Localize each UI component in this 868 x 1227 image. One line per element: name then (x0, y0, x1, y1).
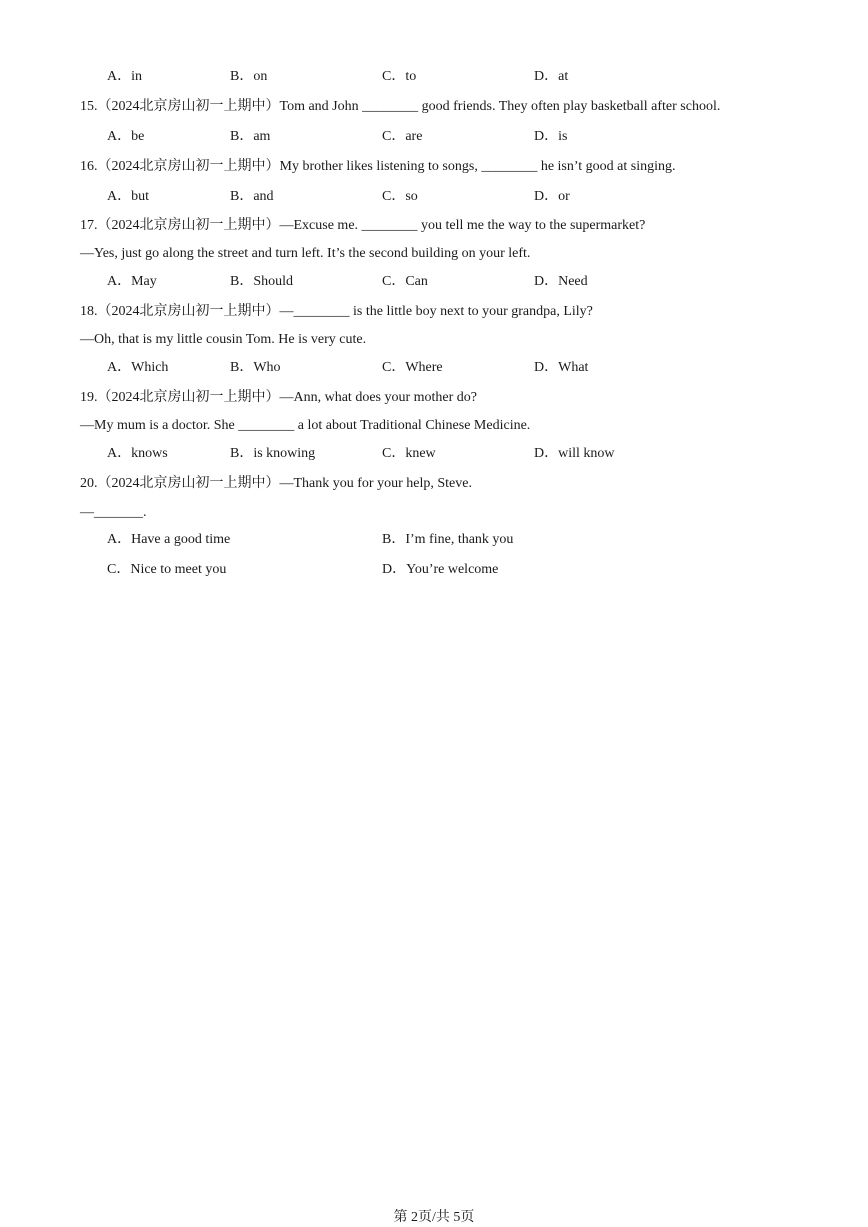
q15-option-c: C．are (382, 129, 423, 144)
q20-option-c: C．Nice to meet you (107, 562, 227, 577)
q15-option-b: B．am (230, 129, 271, 144)
q15-option-d: D．is (534, 129, 568, 144)
q14-option-b: B．on (230, 69, 268, 84)
q19-option-b: B．is knowing (230, 446, 316, 461)
q16-option-c: C．so (382, 189, 418, 204)
q14-option-a: A．in (107, 69, 142, 84)
question-19-reply: —My mum is a doctor. She ________ a lot about Traditional Chinese Medicine. (80, 418, 531, 433)
q16-option-b: B．and (230, 189, 274, 204)
q18-option-b: B．Who (230, 360, 281, 375)
question-20-stem: 20.（2024北京房山初一上期中）—Thank you for your help, Steve. (80, 476, 472, 491)
q20-option-d: D．You’re welcome (382, 562, 499, 577)
question-18-reply: —Oh, that is my little cousin Tom. He is very cute. (80, 332, 367, 347)
question-18-stem: 18.（2024北京房山初一上期中）—________ is the little boy next to your grandpa, Lily? (80, 304, 593, 319)
q14-option-c: C．to (382, 69, 417, 84)
q17-option-d: D．Need (534, 274, 588, 289)
question-16-stem: 16.（2024北京房山初一上期中）My brother likes listening to songs, ________ he isn’t good at singing. (80, 159, 676, 174)
q15-option-a: A．be (107, 129, 145, 144)
q17-option-c: C．Can (382, 274, 428, 289)
page-footer: 第 2页/共 5页 (393, 1210, 475, 1225)
question-17-stem: 17.（2024北京房山初一上期中）—Excuse me. ________ you tell me the way to the supermarket? (80, 218, 646, 233)
q20-option-b: B．I’m fine, thank you (382, 532, 514, 547)
q17-option-b: B．Should (230, 274, 294, 289)
question-17-reply: —Yes, just go along the street and turn left. It’s the second building on your left. (80, 246, 531, 261)
q19-option-d: D．will know (534, 446, 615, 461)
q19-option-c: C．knew (382, 446, 436, 461)
q16-option-d: D．or (534, 189, 570, 204)
question-15-stem: 15.（2024北京房山初一上期中）Tom and John ________ good friends. They often play basketball after school. (80, 99, 721, 114)
q18-option-c: C．Where (382, 360, 443, 375)
q18-option-a: A．Which (107, 360, 169, 375)
q20-option-a: A．Have a good time (107, 532, 231, 547)
q14-option-d: D．at (534, 69, 569, 84)
question-20-reply: —_______. (80, 505, 147, 520)
q18-option-d: D．What (534, 360, 589, 375)
q17-option-a: A．May (107, 274, 157, 289)
q16-option-a: A．but (107, 189, 149, 204)
q19-option-a: A．knows (107, 446, 168, 461)
question-19-stem: 19.（2024北京房山初一上期中）—Ann, what does your mother do? (80, 390, 478, 405)
